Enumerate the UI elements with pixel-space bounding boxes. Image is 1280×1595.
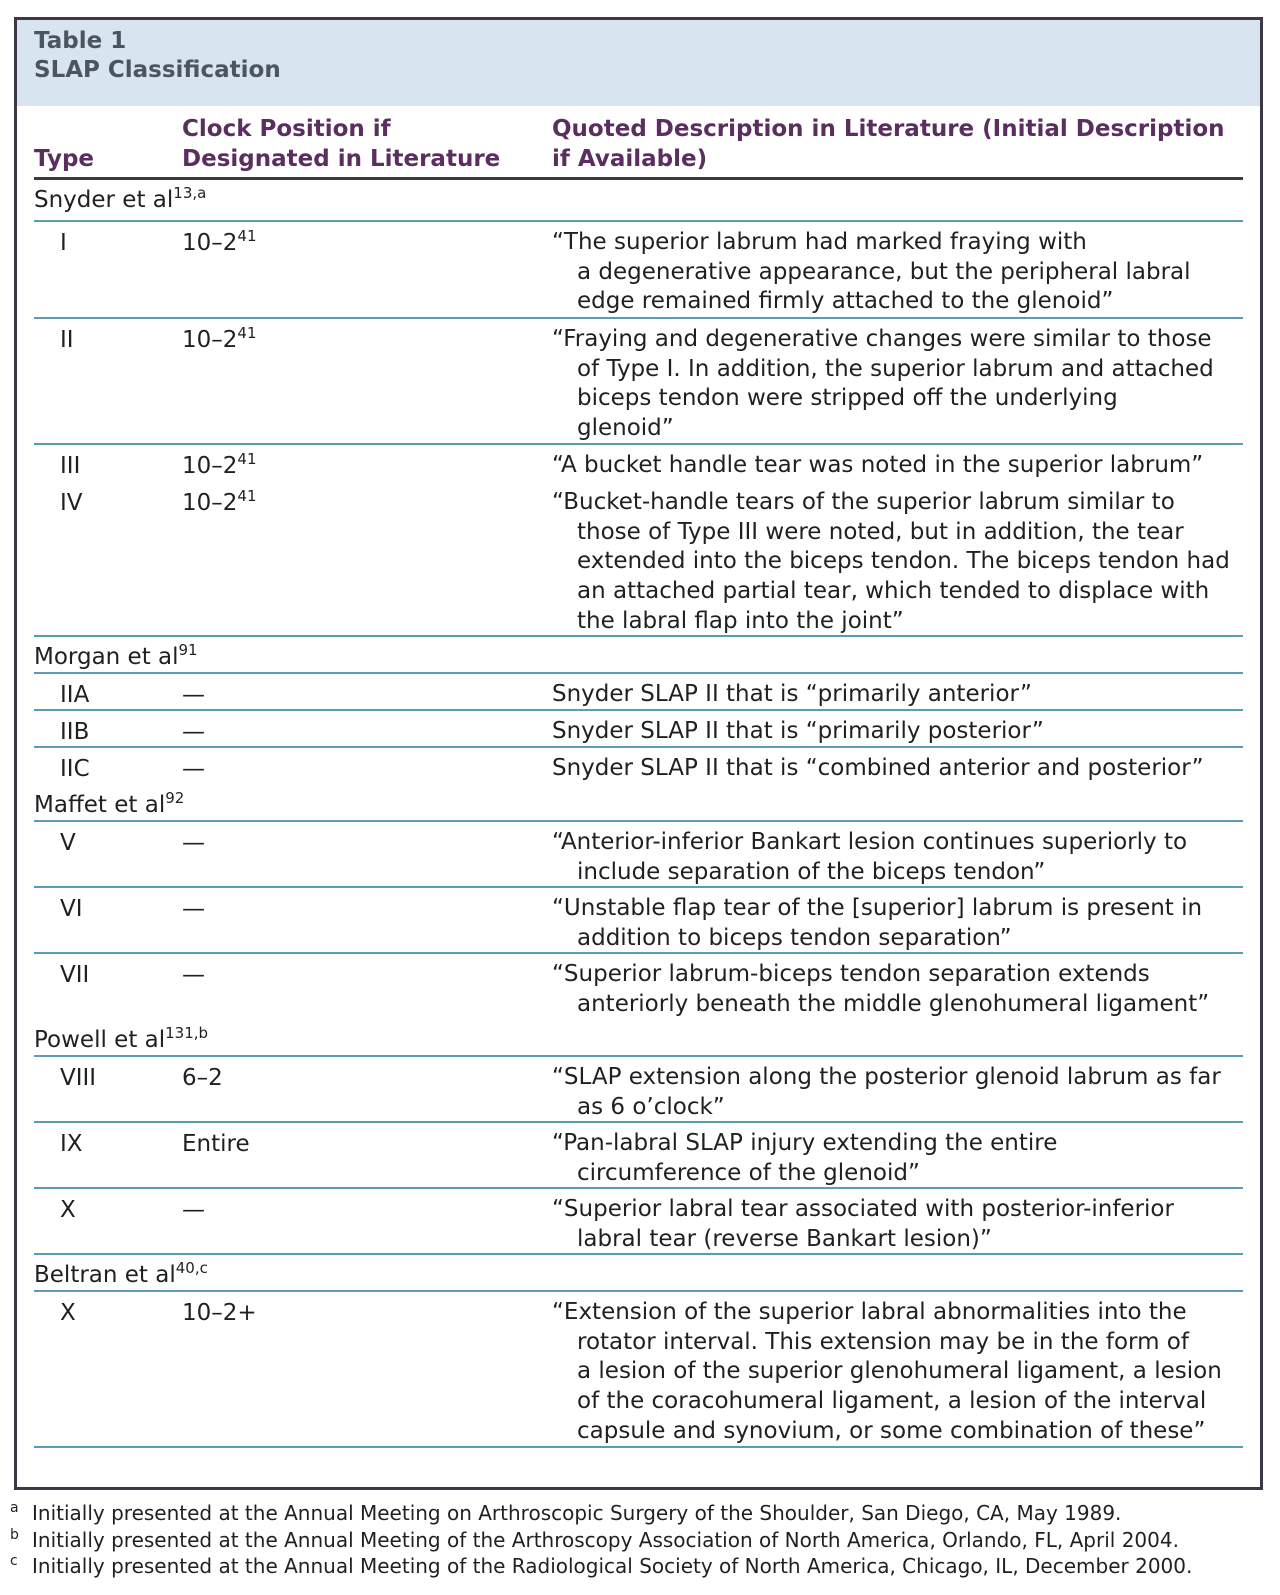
- group-label: Morgan et $al^{91}$: [34, 641, 198, 670]
- row-clock: 6–2: [182, 1065, 223, 1091]
- table-row: [34, 822, 1243, 888]
- table-row: [34, 954, 1243, 1020]
- table-row: [34, 888, 1243, 954]
- row-clock: Entire: [182, 1131, 250, 1157]
- row-type: II: [60, 327, 74, 353]
- row-clock: —: [182, 896, 205, 922]
- row-type: X: [60, 1197, 76, 1223]
- row-clock: $10-2^{41}$: [182, 227, 257, 256]
- group-label: Beltran et al$^{40,c}$: [34, 1259, 208, 1288]
- table-number: Table 1: [34, 28, 127, 54]
- row-description: “Superior labrum-biceps tendon separation extends anteriorly beneath the middle glenohumeral ligament”: [552, 961, 1210, 1017]
- table-row: [34, 445, 1243, 482]
- row-type: X: [60, 1300, 76, 1326]
- row-type: IX: [60, 1131, 83, 1157]
- row-description: “Extension of the superior labral abnormalities into the rotator interval. This extension may be in the form of a lesion of the superior glenohumeral ligament, a lesion of the coracohumeral ligament, a lesion of the interval capsule and synovium, or some combination of these”: [552, 1299, 1222, 1444]
- footnote: b Initially presented at the Annual Meeting of the Arthroscopy Association of North America, Orlando, FL, April 2004.: [10, 1526, 1179, 1552]
- header-clock-line-1: Clock Position if: [182, 116, 391, 142]
- row-clock: $10-2^{41}$: [182, 487, 257, 516]
- footnote: a Initially presented at the Annual Meeting on Arthroscopic Surgery of the Shoulder, San Diego, CA, May 1989.: [10, 1500, 1122, 1525]
- table-frame: [14, 17, 1263, 1490]
- row-type: IIB: [60, 719, 90, 745]
- table-header: [34, 106, 1243, 180]
- row-description: “Unstable flap tear of the [superior] labrum is present in addition to biceps tendon separation”: [552, 895, 1203, 951]
- table-row: [34, 1292, 1243, 1448]
- table-row: [34, 1123, 1243, 1189]
- row-clock: —: [182, 1197, 205, 1223]
- row-description: “Fraying and degenerative changes were similar to those of Type I. In addition, the superior labrum and attached biceps tendon were stripped off the underlying glenoid”: [552, 326, 1214, 442]
- row-description: “Anterior-inferior Bankart lesion continues superiorly to include separation of the biceps tendon”: [552, 829, 1188, 885]
- row-clock: —: [182, 830, 205, 856]
- footnote: c Initially presented at the Annual Meeting of the Radiological Society of North America, Chicago, IL, December 2000.: [10, 1553, 1193, 1578]
- group-row: [34, 785, 1243, 822]
- row-type: IIC: [60, 756, 90, 782]
- row-description: Snyder SLAP II that is “primarily posterior”: [552, 718, 1044, 744]
- header-type: Type: [34, 146, 95, 172]
- group-row: [34, 1255, 1243, 1292]
- header-clock-line-2: Designated in Literature: [182, 146, 501, 172]
- row-description: “SLAP extension along the posterior glenoid labrum as far as 6 o’clock”: [552, 1064, 1221, 1120]
- header-description-line-2: if Available): [552, 146, 708, 172]
- table-row: [34, 748, 1243, 785]
- row-type: IIA: [60, 682, 90, 708]
- row-clock: $10-2^{41}$: [182, 450, 257, 479]
- row-type: VIII: [60, 1065, 97, 1091]
- table-row: [34, 711, 1243, 748]
- header-description-line-1: Quoted Description in Literature (Initial Description: [552, 116, 1225, 142]
- table-row: [34, 222, 1243, 319]
- row-clock: —: [182, 756, 205, 782]
- row-clock: $10-2^{41}$: [182, 324, 257, 353]
- table-row: [34, 319, 1243, 445]
- row-type: III: [60, 453, 81, 479]
- footnotes: [10, 1500, 1192, 1580]
- row-description: Snyder SLAP II that is “combined anterior and posterior”: [552, 755, 1204, 781]
- row-type: V: [60, 830, 76, 856]
- group-label: Maffet et $al^{92}$: [34, 789, 185, 818]
- table-row: [34, 1189, 1243, 1255]
- table-row: [34, 1057, 1243, 1123]
- group-label: Powell et al$^{131,b}$: [34, 1024, 209, 1053]
- group-row: [34, 1020, 1243, 1057]
- row-type: VI: [60, 896, 83, 922]
- row-description: “Bucket-handle tears of the superior labrum similar to those of Type III were noted, but in addition, the tear extended into the biceps tendon. The biceps tendon had an attached partial tear, which tended to displace with the labral flap into the joint”: [552, 489, 1230, 634]
- table-row: [34, 674, 1243, 711]
- row-clock: 10–2+: [182, 1300, 257, 1326]
- row-clock: —: [182, 682, 205, 708]
- group-label: Snyder et al$^{13,a}$: [34, 184, 207, 213]
- row-description: Snyder SLAP II that is “primarily anterior”: [552, 681, 1032, 707]
- row-clock: —: [182, 719, 205, 745]
- header-description: [552, 114, 1225, 174]
- table-row: [34, 482, 1243, 637]
- row-type: IV: [60, 490, 83, 516]
- row-description: “Pan-labral SLAP injury extending the entire circumference of the glenoid”: [552, 1130, 1058, 1186]
- row-type: VII: [60, 962, 90, 988]
- table-title: SLAP Classification: [34, 57, 281, 83]
- row-description: “Superior labral tear associated with posterior-inferior labral tear (reverse Bankart lesion)”: [552, 1196, 1174, 1252]
- row-clock: —: [182, 962, 205, 988]
- slap-table: [34, 106, 1243, 1487]
- header-clock: [182, 114, 500, 174]
- table-caption: [17, 20, 1260, 106]
- group-row: [34, 637, 1243, 674]
- row-description: “A bucket handle tear was noted in the superior labrum”: [552, 452, 1204, 478]
- group-row: [34, 180, 1243, 222]
- row-type: I: [60, 230, 67, 256]
- row-description: “The superior labrum had marked fraying with a degenerative appearance, but the peripheral labral edge remained firmly attached to the glenoid”: [552, 229, 1191, 315]
